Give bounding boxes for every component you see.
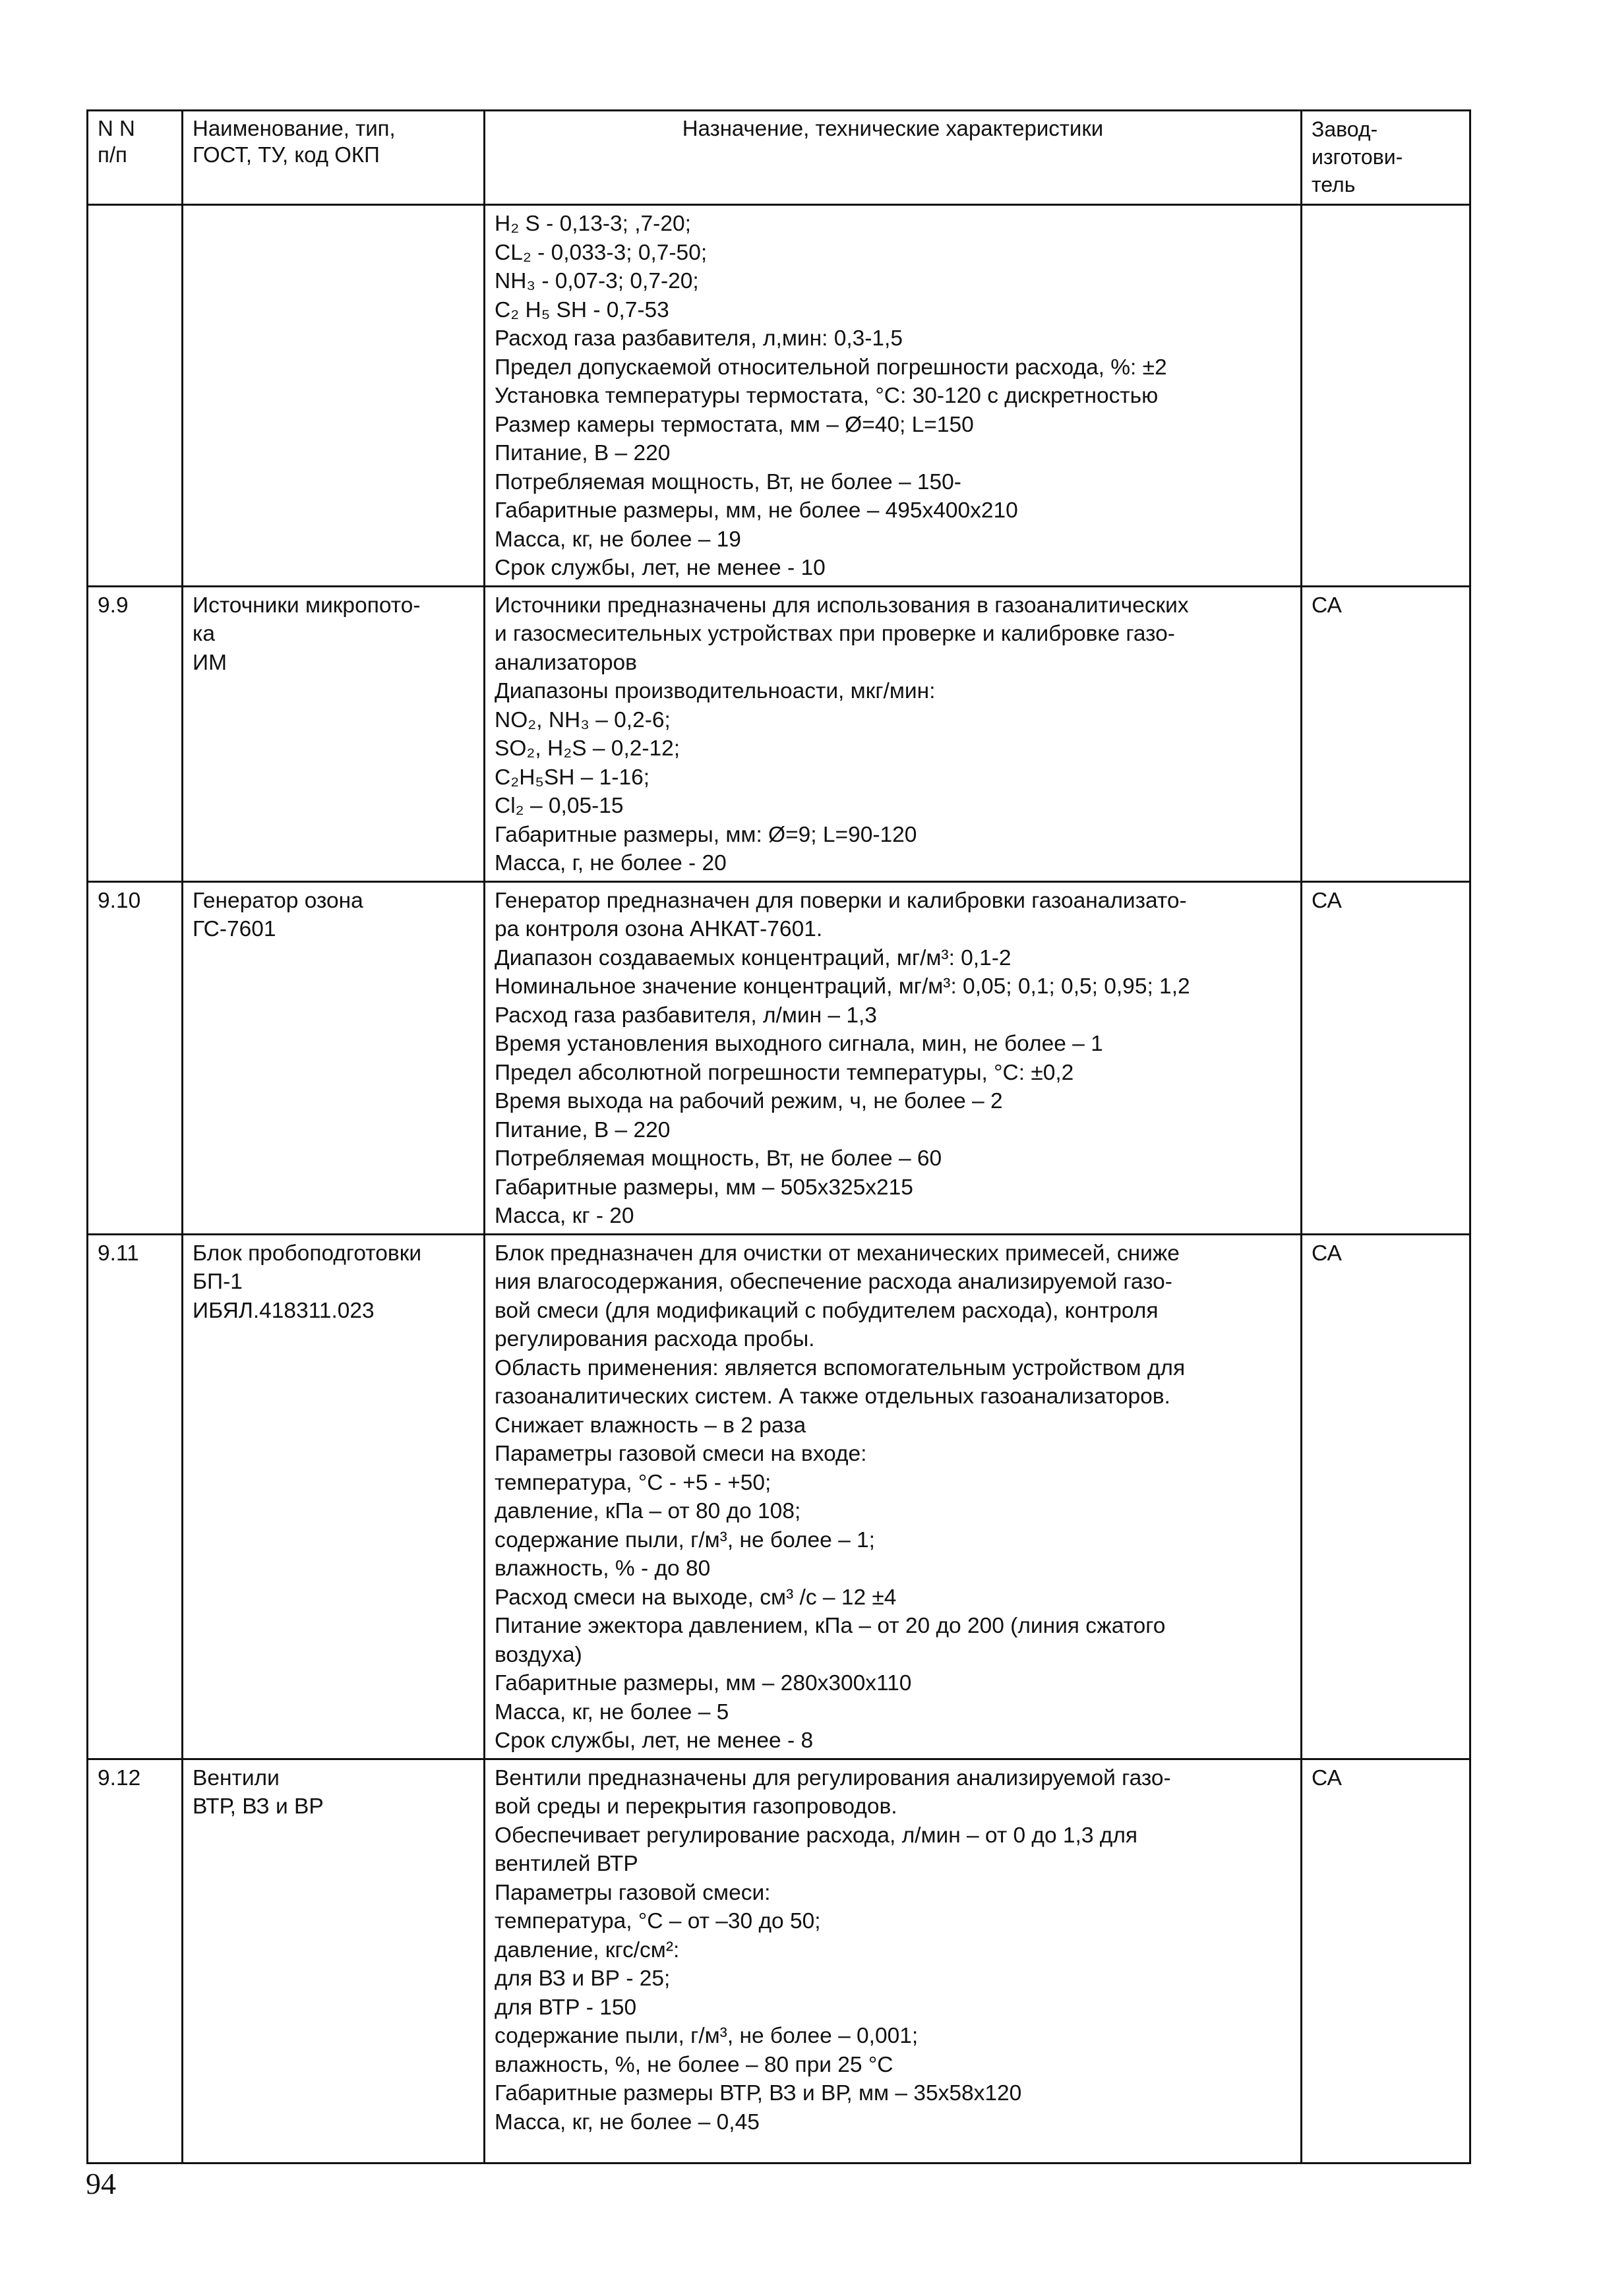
purpose-line: Параметры газовой смеси:	[495, 1880, 771, 1905]
purpose-line: давление, кПа – от 80 до 108;	[495, 1499, 801, 1523]
purpose-line: Время выхода на рабочий режим, ч, не более – 2	[495, 1089, 1003, 1113]
purpose-line: C₂H₅SH – 1-16;	[495, 765, 650, 790]
purpose-line: Генератор предназначен для поверки и калибровки газоанализато-	[495, 888, 1187, 913]
purpose-line: Потребляемая мощность, Вт, не более – 60	[495, 1146, 942, 1171]
purpose-line: Расход смеси на выходе, см³ /с – 12 ±4	[495, 1585, 897, 1610]
purpose-line: Время установления выходного сигнала, мин, не более – 1	[495, 1032, 1103, 1056]
cell-num: 9.11	[88, 1234, 183, 1759]
name-line: Вентили	[193, 1765, 280, 1790]
cell-name	[183, 586, 485, 881]
purpose-line: Диапазоны производительноасти, мкг/мин:	[495, 679, 936, 703]
purpose-line: Габаритные размеры, мм, не более – 495х400х210	[495, 498, 1018, 523]
name-line: ИБЯЛ.418311.023	[193, 1298, 375, 1323]
cell-maker: СА	[1302, 1759, 1470, 2163]
cell-maker: СА	[1302, 881, 1470, 1234]
name-line: ка	[193, 622, 216, 646]
cell-num: 9.10	[88, 881, 183, 1234]
name-line: Генератор озона	[193, 888, 363, 913]
purpose-line: Питание, В – 220	[495, 1117, 671, 1142]
table-header-row	[88, 111, 1470, 205]
purpose-line: Масса, г, не более - 20	[495, 851, 727, 875]
purpose-line: NH₃ - 0,07-3; 0,7-20;	[495, 269, 699, 293]
purpose-line: Установка температуры термостата, °С: 30-120 с дискретностью	[495, 384, 1159, 408]
purpose-line: Cl₂ – 0,05-15	[495, 794, 624, 818]
header-name-line: Наименование, тип,	[193, 116, 396, 140]
table-body	[88, 205, 1470, 2164]
purpose-line: влажность, %, не более – 80 при 25 °С	[495, 2052, 893, 2077]
purpose-line: Диапазон создаваемых концентраций, мг/м³: 0,1-2	[495, 945, 1012, 970]
name-line: Источники микропото-	[193, 593, 421, 618]
purpose-line: C₂ H₅ SH - 0,7-53	[495, 297, 669, 322]
cell-num: 9.12	[88, 1759, 183, 2163]
cell-num	[88, 205, 183, 587]
header-maker-line: Завод-	[1312, 117, 1378, 141]
purpose-line: анализаторов	[495, 650, 637, 675]
purpose-line: CL₂ - 0,033-3; 0,7-50;	[495, 240, 708, 265]
purpose-line: вой смеси (для модификаций с побудителем расхода), контроля	[495, 1298, 1159, 1323]
purpose-line: H₂ S - 0,13-3; ,7-20;	[495, 212, 691, 236]
purpose-line: для ВЗ и ВР - 25;	[495, 1966, 671, 1991]
purpose-line: Параметры газовой смеси на входе:	[495, 1442, 867, 1466]
header-name-line: ГОСТ, ТУ, код ОКП	[193, 142, 380, 167]
purpose-line: содержание пыли, г/м³, не более – 1;	[495, 1527, 875, 1552]
purpose-line: Область применения: является вспомогательным устройством для	[495, 1355, 1186, 1380]
purpose-line: Питание, В – 220	[495, 441, 671, 465]
purpose-line: влажность, % - до 80	[495, 1556, 711, 1581]
header-num-line: N N	[98, 116, 135, 140]
purpose-line: для ВТР - 150	[495, 1995, 637, 2020]
cell-name	[183, 1234, 485, 1759]
purpose-line: газоаналитических систем. А также отдельных газоанализаторов.	[495, 1384, 1170, 1409]
purpose-line: температура, °С - +5 - +50;	[495, 1470, 771, 1495]
cell-maker	[1302, 205, 1470, 587]
purpose-line: и газосмесительных устройствах при проверке и калибровке газо-	[495, 622, 1175, 646]
name-line: ВТР, ВЗ и ВР	[193, 1794, 324, 1819]
purpose-line: температура, °С – от –30 до 50;	[495, 1909, 821, 1933]
purpose-line: Источники предназначены для использования в газоаналитических	[495, 593, 1189, 618]
purpose-line: Предел абсолютной погрешности температуры, °С: ±0,2	[495, 1060, 1074, 1085]
cell-name	[183, 1759, 485, 2163]
header-name	[183, 111, 485, 205]
purpose-line: Габаритные размеры, мм – 280х300х110	[495, 1671, 912, 1695]
header-purpose	[485, 111, 1302, 205]
purpose-line: вой среды и перекрытия газопроводов.	[495, 1794, 897, 1819]
table-row	[88, 205, 1470, 587]
spec-table-container	[86, 109, 1469, 2134]
purpose-line: NO₂, NH₃ – 0,2-6;	[495, 707, 671, 732]
purpose-line: ра контроля озона АНКАТ-7601.	[495, 917, 823, 941]
purpose-line: Масса, кг - 20	[495, 1204, 634, 1228]
purpose-line: Срок службы, лет, не менее - 8	[495, 1728, 814, 1753]
cell-name	[183, 205, 485, 587]
name-line: ГС-7601	[193, 917, 276, 941]
purpose-line: Обеспечивает регулирование расхода, л/мин – от 0 до 1,3 для	[495, 1823, 1138, 1848]
purpose-line: содержание пыли, г/м³, не более – 0,001;	[495, 2024, 919, 2048]
purpose-line: Номинальное значение концентраций, мг/м³: 0,05; 0,1; 0,5; 0,95; 1,2	[495, 974, 1190, 999]
cell-purpose	[485, 881, 1302, 1234]
purpose-line: Габаритные размеры ВТР, ВЗ и ВР, мм – 35х58х120	[495, 2081, 1022, 2105]
name-line: БП-1	[193, 1270, 243, 1294]
header-maker-line: тель	[1312, 173, 1356, 196]
purpose-line: Предел допускаемой относительной погрешности расхода, %: ±2	[495, 355, 1167, 380]
header-num-line: п/п	[98, 142, 127, 167]
cell-purpose	[485, 1759, 1302, 2163]
table-row	[88, 881, 1470, 1234]
purpose-line: Размер камеры термостата, мм – Ø=40; L=150	[495, 412, 974, 437]
header-maker-line: изготови-	[1312, 145, 1403, 169]
table-row	[88, 1759, 1470, 2163]
purpose-line: ния влагосодержания, обеспечение расхода анализируемой газо-	[495, 1270, 1172, 1294]
header-purpose-line: Назначение, технические характеристики	[682, 116, 1104, 140]
cell-purpose	[485, 1234, 1302, 1759]
purpose-line: Блок предназначен для очистки от механических примесей, сниже	[495, 1241, 1180, 1266]
purpose-line: Масса, кг, не более – 0,45	[495, 2109, 760, 2134]
purpose-line: Потребляемая мощность, Вт, не более – 150-	[495, 469, 961, 494]
purpose-line: регулирования расхода пробы.	[495, 1327, 815, 1351]
table-row	[88, 586, 1470, 881]
purpose-line: Масса, кг, не более – 19	[495, 527, 741, 552]
name-line: Блок пробоподготовки	[193, 1241, 422, 1266]
cell-maker: СА	[1302, 586, 1470, 881]
purpose-line: Расход газа разбавителя, л/мин – 1,3	[495, 1003, 877, 1028]
purpose-line: воздуха)	[495, 1642, 582, 1667]
purpose-line: вентилей ВТР	[495, 1852, 638, 1876]
purpose-line: Срок службы, лет, не менее - 10	[495, 556, 826, 580]
purpose-line: Снижает влажность – в 2 раза	[495, 1413, 806, 1438]
cell-maker: СА	[1302, 1234, 1470, 1759]
purpose-line: Вентили предназначены для регулирования анализируемой газо-	[495, 1765, 1171, 1790]
cell-name	[183, 881, 485, 1234]
purpose-line: Габаритные размеры, мм – 505х325х215	[495, 1175, 913, 1200]
cell-purpose	[485, 586, 1302, 881]
cell-purpose	[485, 205, 1302, 587]
purpose-line: Питание эжектора давлением, кПа – от 20 до 200 (линия сжатого	[495, 1614, 1166, 1638]
purpose-line: Расход газа разбавителя, л,мин: 0,3-1,5	[495, 326, 903, 351]
page-number: 94	[86, 2167, 116, 2200]
name-line: ИМ	[193, 650, 227, 675]
cell-num: 9.9	[88, 586, 183, 881]
header-num	[88, 111, 183, 205]
purpose-line: Масса, кг, не более – 5	[495, 1699, 729, 1724]
table-row	[88, 1234, 1470, 1759]
purpose-line: Габаритные размеры, мм: Ø=9; L=90-120	[495, 822, 917, 847]
purpose-line: давление, кгс/см²:	[495, 1937, 680, 1962]
header-maker	[1302, 111, 1470, 205]
spec-table	[86, 109, 1471, 2164]
purpose-line: SO₂, H₂S – 0,2-12;	[495, 736, 681, 761]
